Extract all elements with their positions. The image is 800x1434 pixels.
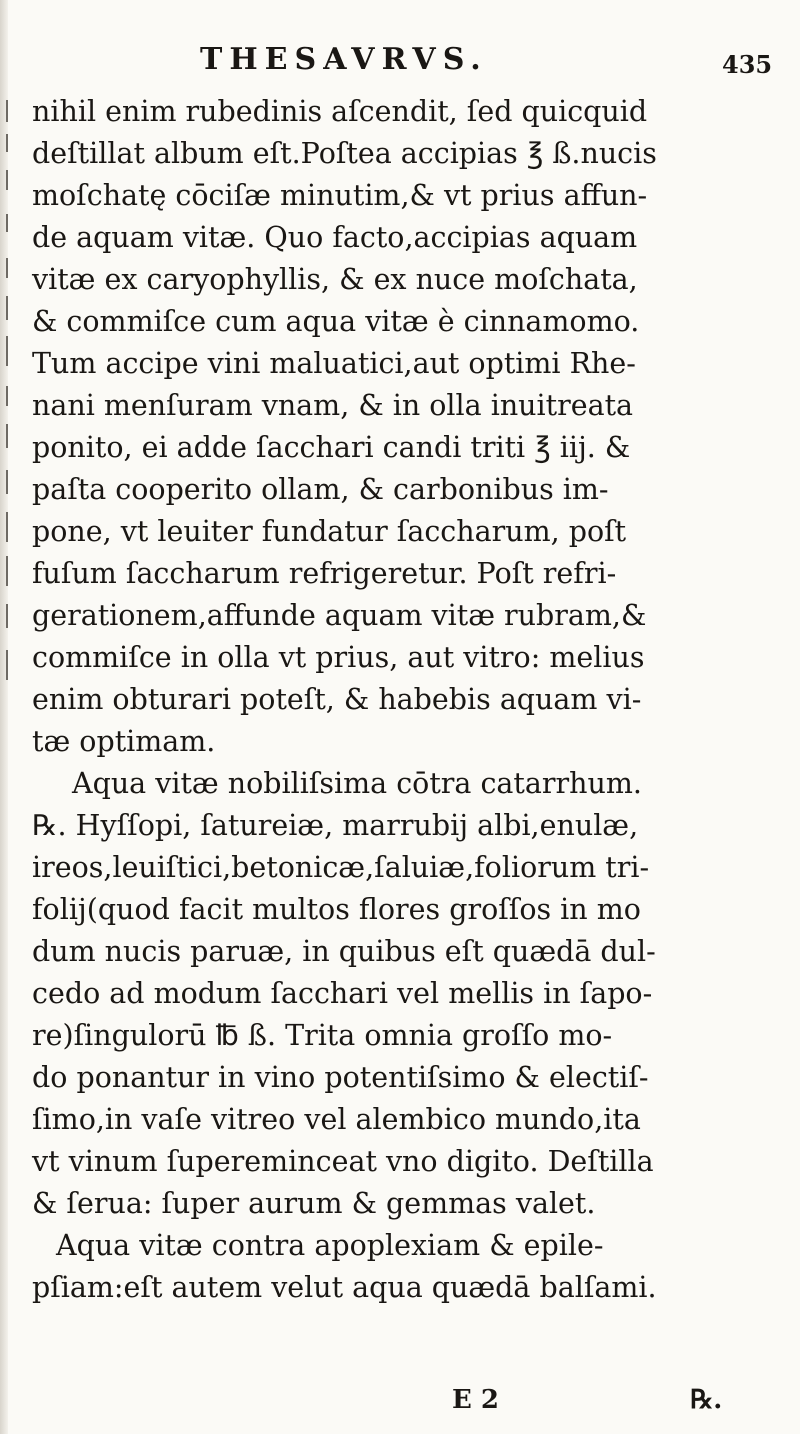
page-number: 435 bbox=[722, 50, 773, 79]
text-line: tæ optimam. bbox=[32, 725, 216, 758]
section-heading: Aqua vitæ nobiliſsima cōtra catarrhum. bbox=[72, 767, 642, 800]
text-line: Tum accipe vini maluatici,aut optimi Rhe- bbox=[32, 347, 636, 380]
text-line: moſchatę cōciſæ minutim,& vt prius affun- bbox=[32, 179, 648, 212]
text-line: enim obturari poteſt, & habebis aquam vi- bbox=[32, 683, 642, 716]
text-line: fuſum ſaccharum refrigeretur. Poſt refri- bbox=[32, 557, 617, 590]
text-line: & commiſce cum aqua vitæ è cinnamomo. bbox=[32, 305, 640, 338]
text-line: dum nucis paruæ, in quibus eſt quædā dul- bbox=[32, 935, 656, 968]
text-line: vt vinum ſupereminceat vno digito. Deſtilla bbox=[32, 1145, 654, 1178]
text-line: nani menſuram vnam, & in olla inuitreata bbox=[32, 389, 634, 422]
text-line: do ponantur in vino potentiſsimo & electiſ- bbox=[32, 1061, 649, 1094]
text-line: ſimo,in vaſe vitreo vel alembico mundo,ita bbox=[32, 1103, 641, 1136]
page-header bbox=[0, 34, 800, 84]
text-line: ℞. Hyſſopi, ſatureiæ, marrubij albi,enulæ, bbox=[32, 809, 639, 842]
text-line: commiſce in olla vt prius, aut vitro: melius bbox=[32, 641, 645, 674]
catchword: ℞. bbox=[690, 1385, 723, 1415]
text-line: ponito, ei adde ſacchari candi triti ℥ iij. & bbox=[32, 431, 631, 464]
section-heading: Aqua vitæ contra apoplexiam & epile- bbox=[56, 1229, 604, 1262]
text-line: pſiam:eſt autem velut aqua quædā balſami. bbox=[32, 1271, 657, 1304]
text-line: ireos,leuiſtici,betonicæ,ſaluiæ,foliorum tri- bbox=[32, 851, 650, 884]
text-line: pone, vt leuiter fundatur ſaccharum, poſt bbox=[32, 515, 627, 548]
text-line: & ſerua: ſuper aurum & gemmas valet. bbox=[32, 1187, 596, 1220]
signature-mark: E 2 bbox=[452, 1385, 499, 1415]
running-title: THESAVRVS. bbox=[200, 42, 488, 77]
catchline bbox=[0, 1385, 800, 1425]
text-line: deſtillat album eſt.Poſtea accipias ℥ ß.nucis bbox=[32, 137, 657, 170]
text-line: gerationem,affunde aquam vitæ rubram,& bbox=[32, 599, 647, 632]
text-line: re)ſingulorū ℔ ß. Trita omnia groſſo mo- bbox=[32, 1019, 613, 1052]
text-line: folij(quod facit multos flores groſſos in mo bbox=[32, 893, 641, 926]
text-line: nihil enim rubedinis aſcendit, ſed quicquid bbox=[32, 95, 648, 128]
text-line: de aquam vitæ. Quo facto,accipias aquam bbox=[32, 221, 638, 254]
margin-marks bbox=[0, 90, 20, 1090]
text-line: paſta cooperito ollam, & carbonibus im- bbox=[32, 473, 609, 506]
text-line: vitæ ex caryophyllis, & ex nuce moſchata, bbox=[32, 263, 638, 296]
text-line: cedo ad modum ſacchari vel mellis in ſapo- bbox=[32, 977, 653, 1010]
